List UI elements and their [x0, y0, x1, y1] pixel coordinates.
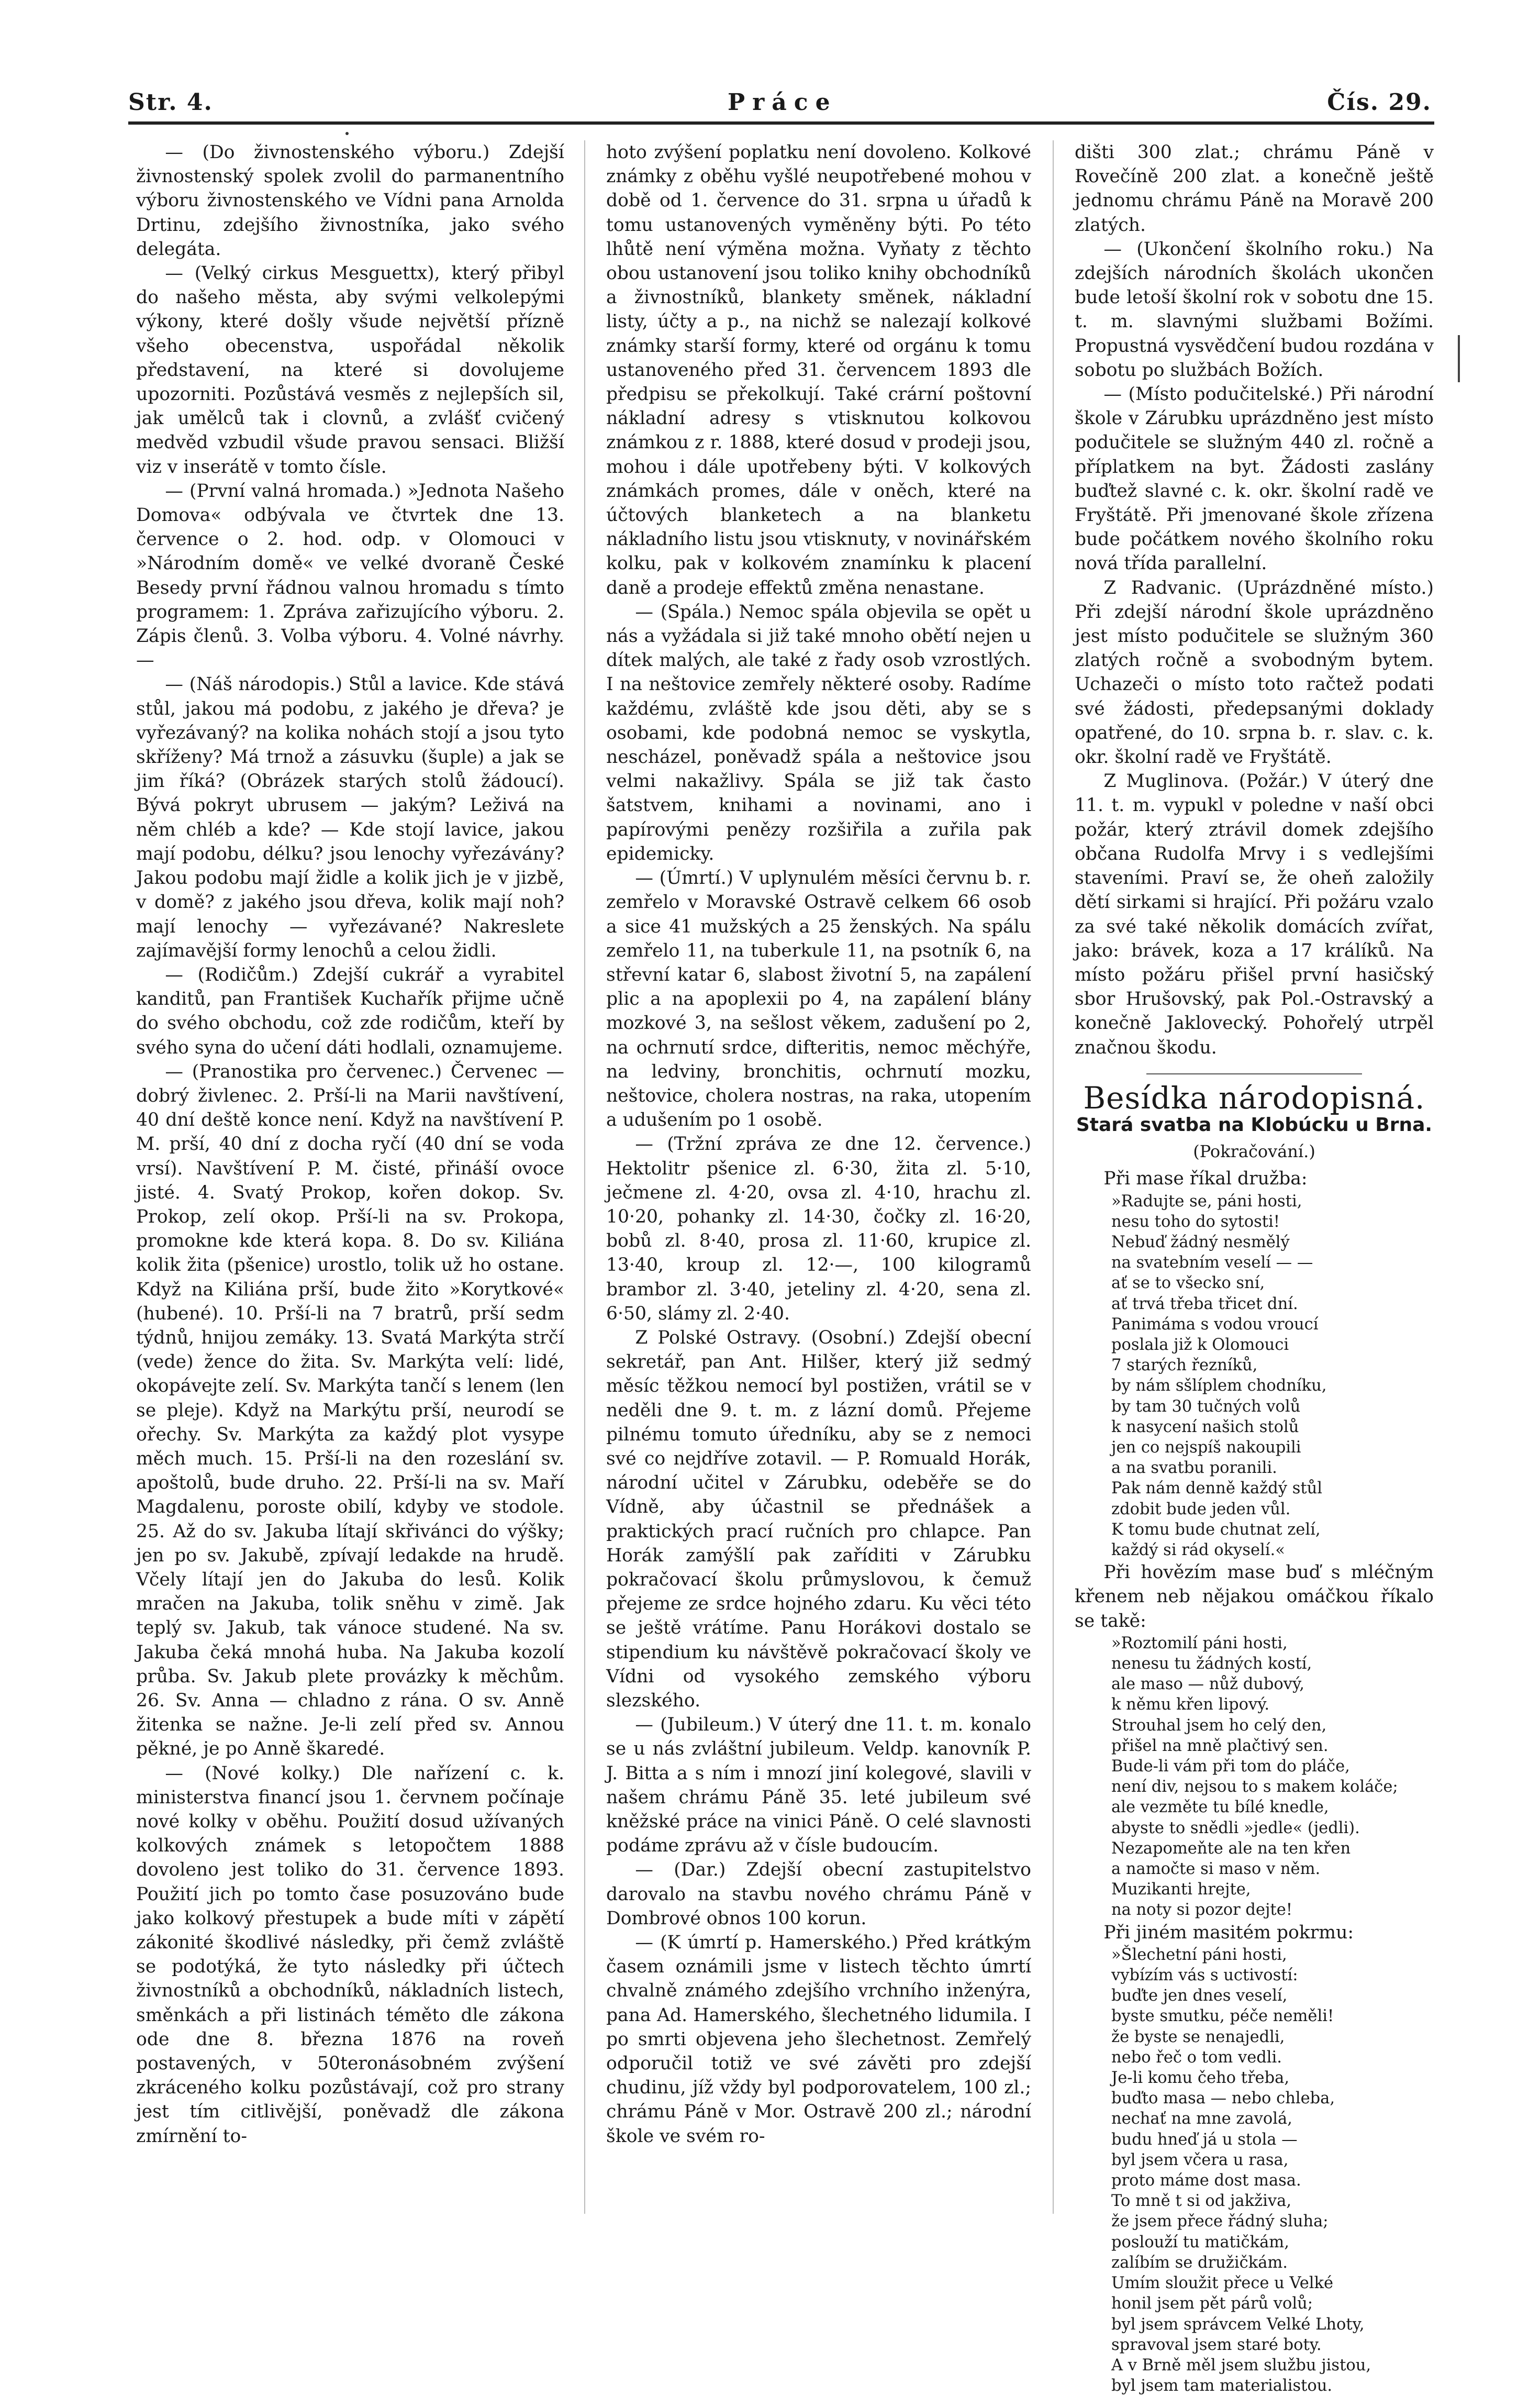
- verse-line: a na svatbu poranili.: [1111, 1459, 1277, 1478]
- article-paragraph: — (Dar.) Zdejší obecní zastupitelstvo darovalo na stavbu nového chrámu Páně v Dombrové obnos 100 korun.: [606, 1859, 1031, 1929]
- column-divider: [1053, 140, 1054, 2214]
- verse-line: na noty si pozor dejte!: [1111, 1901, 1292, 1920]
- article-paragraph: — (Do živnostenského výboru.) Zdejší živnostenský spolek zvolil do parmanentního výboru živnostenského ve Vídni pana Arnolda Drtinu, zdejšího živnostníka, jako svého delegáta.: [136, 142, 564, 260]
- verse-line: že byste se nenajedli,: [1111, 2027, 1285, 2046]
- verse-line: zdobit bude jeden vůl.: [1111, 1500, 1291, 1518]
- column-divider: [584, 140, 585, 2214]
- verse-line: byl jsem včera u rasa,: [1111, 2150, 1289, 2169]
- verse-line: A v Brně měl jsem službu jistou,: [1111, 2356, 1371, 2375]
- verse-line: K tomu bude chutnat zelí,: [1111, 1520, 1321, 1539]
- verse-intro: Při jiném masitém pokrmu:: [1103, 1922, 1354, 1943]
- verse-line: vybízím vás s uctivostí:: [1111, 1966, 1298, 1985]
- page-number: Str. 4.: [128, 89, 213, 116]
- besidka-subtitle: Stará svatba na Klobúcku u Brna.: [1076, 1114, 1433, 1136]
- verse-line: nesu toho do sytosti!: [1111, 1212, 1280, 1231]
- verse-line: nebo řeč o tom vedli.: [1111, 2048, 1282, 2067]
- verse-line: honil jsem pět párů volů;: [1111, 2294, 1313, 2313]
- article-paragraph: — (Ukončení školního roku.) Na zdejších národních školách ukončen bude letoší školní rok v sobotu dne 15. t. m. slavnými službami Božími. Propustná vysvědčení budou rozdána v sobotu po službách Božích.: [1075, 238, 1434, 381]
- verse-line: ať trvá třeba třicet dní.: [1111, 1294, 1298, 1313]
- verse-line: a namočte si maso v něm.: [1111, 1860, 1321, 1879]
- verse-block: [1111, 1633, 1434, 1921]
- verse-intro: Při hovězím mase buď s mléčným křenem neb nějakou omáčkou říkalo se takě:: [1075, 1562, 1434, 1632]
- verse-line: »Roztomilí páni hosti,: [1111, 1634, 1288, 1652]
- page-edge-mark: [1458, 335, 1460, 382]
- verse-line: ale maso — nůž dubový,: [1111, 1675, 1304, 1694]
- verse-line: buďto masa — nebo chleba,: [1111, 2089, 1335, 2108]
- newspaper-title: Práce: [728, 89, 838, 116]
- article-paragraph: — (Pranostika pro červenec.) Červenec — dobrý živlenec. 2. Prší-li na Marii navštívení, 40 dní deště konce není. Když na navštívení P. M. prší, 40 dní z docha ryčí (40 dní se voda vrsí). Navštívení P. M. čisté, přináší ovoce jisté. 4. Svatý Prokop, kořen dokop. Sv. Prokop, zelí okop. Prší-li na sv. Prokopa, promokne kde která kopa. 8. Do sv. Kiliána kolik žita (pšenice) urostlo, tolik už ho ostane. Když na Kiliána prší, bude žito »Korytkové« (hubené). 10. Prší-li na 7 bratrů, prší sedm týdnů, hnijou zemáky. 13. Svatá Markýta strčí (vede) žence do žita. Sv. Markýta velí: lidé, okopávejte zelí. Sv. Markýta tančí s lenem (len se pleje). Když na Markýtu prší, neurodí se ořechy. Sv. Markýta za každý plot vysype měch much. 15. Prší-li na den rozeslání sv. apoštolů, bude druho. 22. Prší-li na sv. Maří Magdalenu, poroste obilí, kdyby ve stodole. 25. Až do sv. Jakuba lítají skřivánci do výšky; jen po sv. Jakubě, zpívají ledakde na hrudě. Včely lítají jen do Jakuba do lesů. Kolik mračen na Jakuba, tolik sněhu v zimě. Jak teplý sv. Jakub, tak vánoce studené. Na sv. Jakuba čeká mnohá huba. Na Jakuba kozolí průba. Sv. Jakub plete provázky k měchům. 26. Sv. Anna — chladno z rána. O sv. Anně žitenka se nažne. Je-li zelí před sv. Annou pěkné, je po Anně škaredé.: [136, 1061, 564, 1760]
- article-paragraph: — (Tržní zpráva ze dne 12. července.) Hektolitr pšenice zl. 6·30, žita zl. 5·10, ječmene zl. 4·20, ovsa zl. 4·10, hrachu zl. 10·20, pohanky zl. 14·30, čočky zl. 16·20, bobů zl. 8·40, prosa zl. 11·60, krupice zl. 13·40, kroup zl. 12·—, 100 kilogramů brambor zl. 3·40, jeteliny zl. 4·20, sena zl. 6·50, slámy zl. 2·40.: [606, 1134, 1031, 1324]
- verse-line: Bude-li vám při tom do pláče,: [1111, 1757, 1350, 1776]
- verse-line: Nebuď žádný nesmělý: [1111, 1233, 1290, 1251]
- verse-line: spravoval jsem staré boty.: [1111, 2335, 1322, 2354]
- verse-line: proto máme dost masa.: [1111, 2171, 1301, 2190]
- verse-line: k němu křen lipový.: [1111, 1695, 1270, 1714]
- verse-line: 7 starých řezníků,: [1111, 1356, 1258, 1375]
- article-paragraph: — (Úmrtí.) V uplynulém měsíci červnu b. r. zemřelo v Moravské Ostravě celkem 66 osob a sice 41 mužských a 25 ženských. Na spálu zemřelo 11, na tuberkule 11, na psotník 6, na střevní katar 6, slabost životní 5, na zapálení plic a na apoplexii po 4, na zapálení blány mozkové 3, na sešlost věkem, zadušení po 2, na ochrnutí srdce, difteritis, nemoc měchýře, na ledviny, bronchitis, ochrnutí mozku, neštovice, cholera nostras, na raka, utopením a udušením po 1 osobě.: [606, 868, 1031, 1131]
- verse-line: byl jsem tam materialistou.: [1111, 2377, 1333, 2395]
- verse-line: nechať na mne zavolá,: [1111, 2110, 1292, 2128]
- article-paragraph: hoto zvýšení poplatku není dovoleno. Kolkové známky z oběhu vyšlé neupotřebené mohou v době od 1. července do 31. srpna u úřadů k tomu ustanovených vyměněny býti. Po této lhůtě není výměna možna. Vyňaty z těchto obou ustanovení jsou toliko knihy obchodníků a živnostníků, blankety směnek, nákladní listy, účty a p., na nichž se nalezají kolkové známky starší formy, které od orgánu k tomu ustanoveného před 31. červencem 1893 dle předpisu se překolkují. Také crární poštovní nákladní adresy s vtisknutou kolkovou známkou z r. 1888, které dosud v prodeji jsou, mohou i dále upotřebeny býti. V kolkových známkách promes, dále v oněch, které na účtových blanketech a na blanketu nákladního listu jsou vtisknuty, v novinářském kolku, pak v kolkovém znamínku k placení daně a prodeje effektů změna nenastane.: [606, 142, 1031, 598]
- section-rule: [1146, 1073, 1362, 1074]
- verse-line: »Radujte se, páni hosti,: [1111, 1192, 1302, 1211]
- verse-intro: Při mase říkal družba:: [1103, 1168, 1308, 1190]
- verse-line: »Šlechetní páni hosti,: [1111, 1945, 1287, 1964]
- page-header: [128, 89, 1432, 126]
- verse-line: poslouží tu matičkám,: [1111, 2233, 1289, 2251]
- article-paragraph: — (Rodičům.) Zdejší cukrář a vyrabitel kanditů, pan František Kuchařík přijme učně do svého obchodu, což zde rodičům, kteří by svého syna do učení dáti hodlali, oznamujeme.: [136, 964, 564, 1058]
- article-paragraph: — (Velký cirkus Mesguettx), který přibyl do našeho města, aby svými velkolepými výkony, které došly všude největší přízně všeho obecenstva, uspořádal několik představení, na které si dovolujeme upozorniti. Pozůstává vesměs z nejlepších sil, jak umělců tak i clovnů, a zvlášť cvičený medvěd vzbudil všude pravou sensaci. Bližší viz v inserátě v tomto čísle.: [136, 263, 564, 478]
- verse-block: [1111, 1945, 1434, 2396]
- verse-line: k nasycení našich stolů: [1111, 1417, 1299, 1436]
- column-3: [1075, 140, 1434, 2395]
- verse-line: To mně t si od jakživa,: [1111, 2192, 1292, 2211]
- article-paragraph: Z Radvanic. (Uprázdněné místo.) Při zdejší národní škole uprázdněno jest místo podučitele se služným 360 zlatých ročně a svobodným bytem. Uchazeči o místo toto račtež podati své žádosti, předepsanými doklady opatřené, do 10. srpna b. r. slav. c. k. okr. školní radě ve Fryštátě.: [1075, 577, 1434, 768]
- verse-line: že jsem přece řádný sluha;: [1111, 2212, 1329, 2231]
- article-paragraph: — (První valná hromada.) »Jednota Našeho Domova« odbývala ve čtvrtek dne 13. července o 2. hod. odp. v Olomouci v »Národním domě« ve velké dvoraně České Besedy první řádnou valnou hromadu s tímto programem: 1. Zpráva zařizujícího výboru. 2. Zápis členů. 3. Volba výboru. 4. Volné návrhy. —: [136, 480, 564, 671]
- verse-line: na svatebním veselí — —: [1111, 1254, 1313, 1272]
- verse-line: není div, nejsou to s makem koláče;: [1111, 1778, 1398, 1796]
- besidka-title: Besídka národopisná.: [1083, 1080, 1425, 1116]
- article-paragraph: Z Polské Ostravy. (Osobní.) Zdejší obecní sekretář, pan Ant. Hilšer, který již sedmý měsíc těžkou nemocí byl postižen, vrátil se v neděli dne 9. t. m. z lázní domů. Přejeme pilnému tomuto úředníku, aby se z nemoci své co nejdříve zotavil. — P. Romuald Horák, národní učitel v Zárubku, odeběře se do Vídně, aby účastnil se přednášek a praktických prací ručních pro chlapce. Pan Horák zamýšlí pak zaříditi v Zárubku pokračovací školu průmyslovou, k čemuž přejeme ze srdce hojného zdaru. Ku věci této se ještě vrátíme. Panu Horákovi dostalo se stipendium ku návštěvě pokračovací školy ve Vídni od vysokého zemského výboru slezského.: [606, 1327, 1031, 1711]
- article-paragraph: Z Muglinova. (Požár.) V úterý dne 11. t. m. vypukl v poledne v naší obci požár, který ztrávil domek zdejšího občana Rudolfa Mrvy i s vedlejšími staveními. Praví se, že oheň založily dětí sirkami si hrající. Při požáru vzalo za své také několik domácích zvířat, jako: brávek, koza a 17 králíků. Na místo požáru přišel první hasičský sbor Hrušovský, pak Pol.-Ostravský a konečně Jaklovecký. Pohořelý utrpěl značnou škodu.: [1075, 771, 1434, 1058]
- verse-line: budu hneď já u stola —: [1111, 2130, 1298, 2149]
- print-speck: [345, 132, 349, 135]
- verse-line: Nezapomeňte ale na ten křen: [1111, 1839, 1351, 1858]
- issue-number: Čís. 29.: [1327, 89, 1432, 116]
- verse-line: Panimáma s vodou vroucí: [1111, 1315, 1319, 1334]
- verse-line: byste smutku, péče neměli!: [1111, 2007, 1334, 2026]
- verse-line: Strouhal jsem ho celý den,: [1111, 1716, 1327, 1735]
- article-paragraph: — (Místo podučitelské.) Při národní škole v Zárubku uprázdněno jest místo podučitele se služným 440 zl. ročně a příplatkem na byt. Žádosti zaslány buďtež slavné c. k. okr. školní radě ve Fryštátě. Při jmenované škole zřízena bude počátkem nového školního roku nová třída parallelní.: [1075, 384, 1434, 574]
- article-paragraph: — (Náš národopis.) Stůl a lavice. Kde stává stůl, jakou má podobu, z jakého je dřeva? je vyřezávaný? na kolika nohách stojí a jsou tyto skříženy? Má trnož a zásuvku (šuple) a jak se jim říká? (Obrázek starých stolů žádoucí). Bývá pokryt ubrusem — jakým? Leživá na něm chléb a kde? — Kde stojí lavice, jakou mají podobu, délku? jsou lenochy vyřezávány? Jakou podobu mají židle a kolik jich je v jizbě, v domě? z jakého jsou dřeva, kolik mají noh? mají lenochy — vyřezávané? Nakreslete zajímavější formy lenochů a celou židli.: [136, 674, 564, 961]
- article-paragraph: — (Spála.) Nemoc spála objevila se opět u nás a vyžádala si již také mnoho obětí nejen u dítek malých, ale také z řady osob vzrostlých. I na neštovice zemřely některé osoby. Radíme každému, zvláště kde jsou děti, aby se s osobami, kde podobná nemoc se vyskytla, nescházel, poněvadž spála a neštovice jsou velmi nakažlivy. Spála se již tak často šatstvem, knihami a novinami, ano i papírovými penězy rozšiřila a zuřila pak epidemicky.: [606, 601, 1031, 864]
- verse-line: Umím sloužit přece u Velké: [1111, 2274, 1334, 2293]
- article-paragraph: dišti 300 zlat.; chrámu Páně v Rovečíně 200 zlat. a konečně ještě jednomu chrámu Páně na Moravě 200 zlatých.: [1075, 142, 1434, 236]
- verse-line: ale vezměte tu bílé knedle,: [1111, 1798, 1329, 1817]
- column-2: [606, 140, 1031, 2214]
- verse-line: by tam 30 tučných volů: [1111, 1397, 1301, 1416]
- verse-line: Muzikanti hrejte,: [1111, 1880, 1251, 1899]
- verse-line: nenesu tu žádných kostí,: [1111, 1655, 1312, 1673]
- verse-line: by nám sšlíplem chodníku,: [1111, 1377, 1327, 1395]
- article-paragraph: — (Jubileum.) V úterý dne 11. t. m. konalo se u nás zvláštní jubileum. Veldp. kanovník P. J. Bitta a s ním i mnozí jiní kolegové, slavili v našem chrámu Páně 35. leté jubileum své kněžské práce na vinici Páně. O celé slavnosti podáme zprávu až v čísle budoucím.: [606, 1714, 1031, 1857]
- verse-line: Pak nám denně každý stůl: [1111, 1479, 1323, 1498]
- article-paragraph: — (Nové kolky.) Dle nařízení c. k. ministerstva financí jsou 1. červnem počínaje nové kolky v oběhu. Použití dosud užívaných kolkových známek s letopočtem 1888 dovoleno jest toliko do 31. července 1893. Použití jich po tomto čase posuzováno bude jako kolkový přestupek a bude míti v zápětí zákonité škodlivé následky, při čemž zvláště se podotýká, že tyto následky při účtech živnostníků a obchodníků, nákladních listech, směnkách a při listinách téměto dle zákona ode dne 8. března 1876 na roveň postavených, v 50teronásobném zvýšení zkráceného kolku pozůstávají, což pro strany jest tím citlivější, poněvadž dle zákona zmírnění to-: [136, 1762, 564, 2147]
- verse-line: každý si rád okyselí.«: [1111, 1540, 1285, 1559]
- continued-note: (Pokračování.): [1193, 1141, 1315, 1162]
- verse-line: Je-li komu čeho třeba,: [1111, 2069, 1290, 2088]
- column-1: [136, 140, 564, 2214]
- verse-line: ať se to všecko sní,: [1111, 1274, 1265, 1293]
- verse-line: jen co nejspíš nakoupili: [1111, 1438, 1301, 1457]
- verse-line: buďte jen dnes veselí,: [1111, 1987, 1288, 2005]
- verse-line: zalíbím se družičkám.: [1111, 2253, 1288, 2272]
- article-paragraph: — (K úmrtí p. Hamerského.) Před krátkým časem oznámili jsme v listech těchto úmrtí chvalně známého zdejšího vrchního inženýra, pana Ad. Hamerského, šlechetného lidumila. I po smrti objevena jeho šlechetnost. Zemřelý odporučil totiž ve své závěti pro zdejší chudinu, jíž vždy byl podporovatelem, 100 zl.; chrámu Páně v Mor. Ostravě 200 zl.; národní škole ve svém ro-: [606, 1932, 1031, 2147]
- verse-block: [1111, 1191, 1434, 1561]
- verse-line: přišel na mně plačtivý sen.: [1111, 1736, 1329, 1755]
- verse-line: poslala již k Olomouci: [1111, 1335, 1289, 1354]
- header-rule: [128, 121, 1434, 125]
- verse-line: byl jsem správcem Velké Lhoty,: [1111, 2315, 1365, 2334]
- verse-line: abyste to snědli »jedle« (jedli).: [1111, 1818, 1360, 1837]
